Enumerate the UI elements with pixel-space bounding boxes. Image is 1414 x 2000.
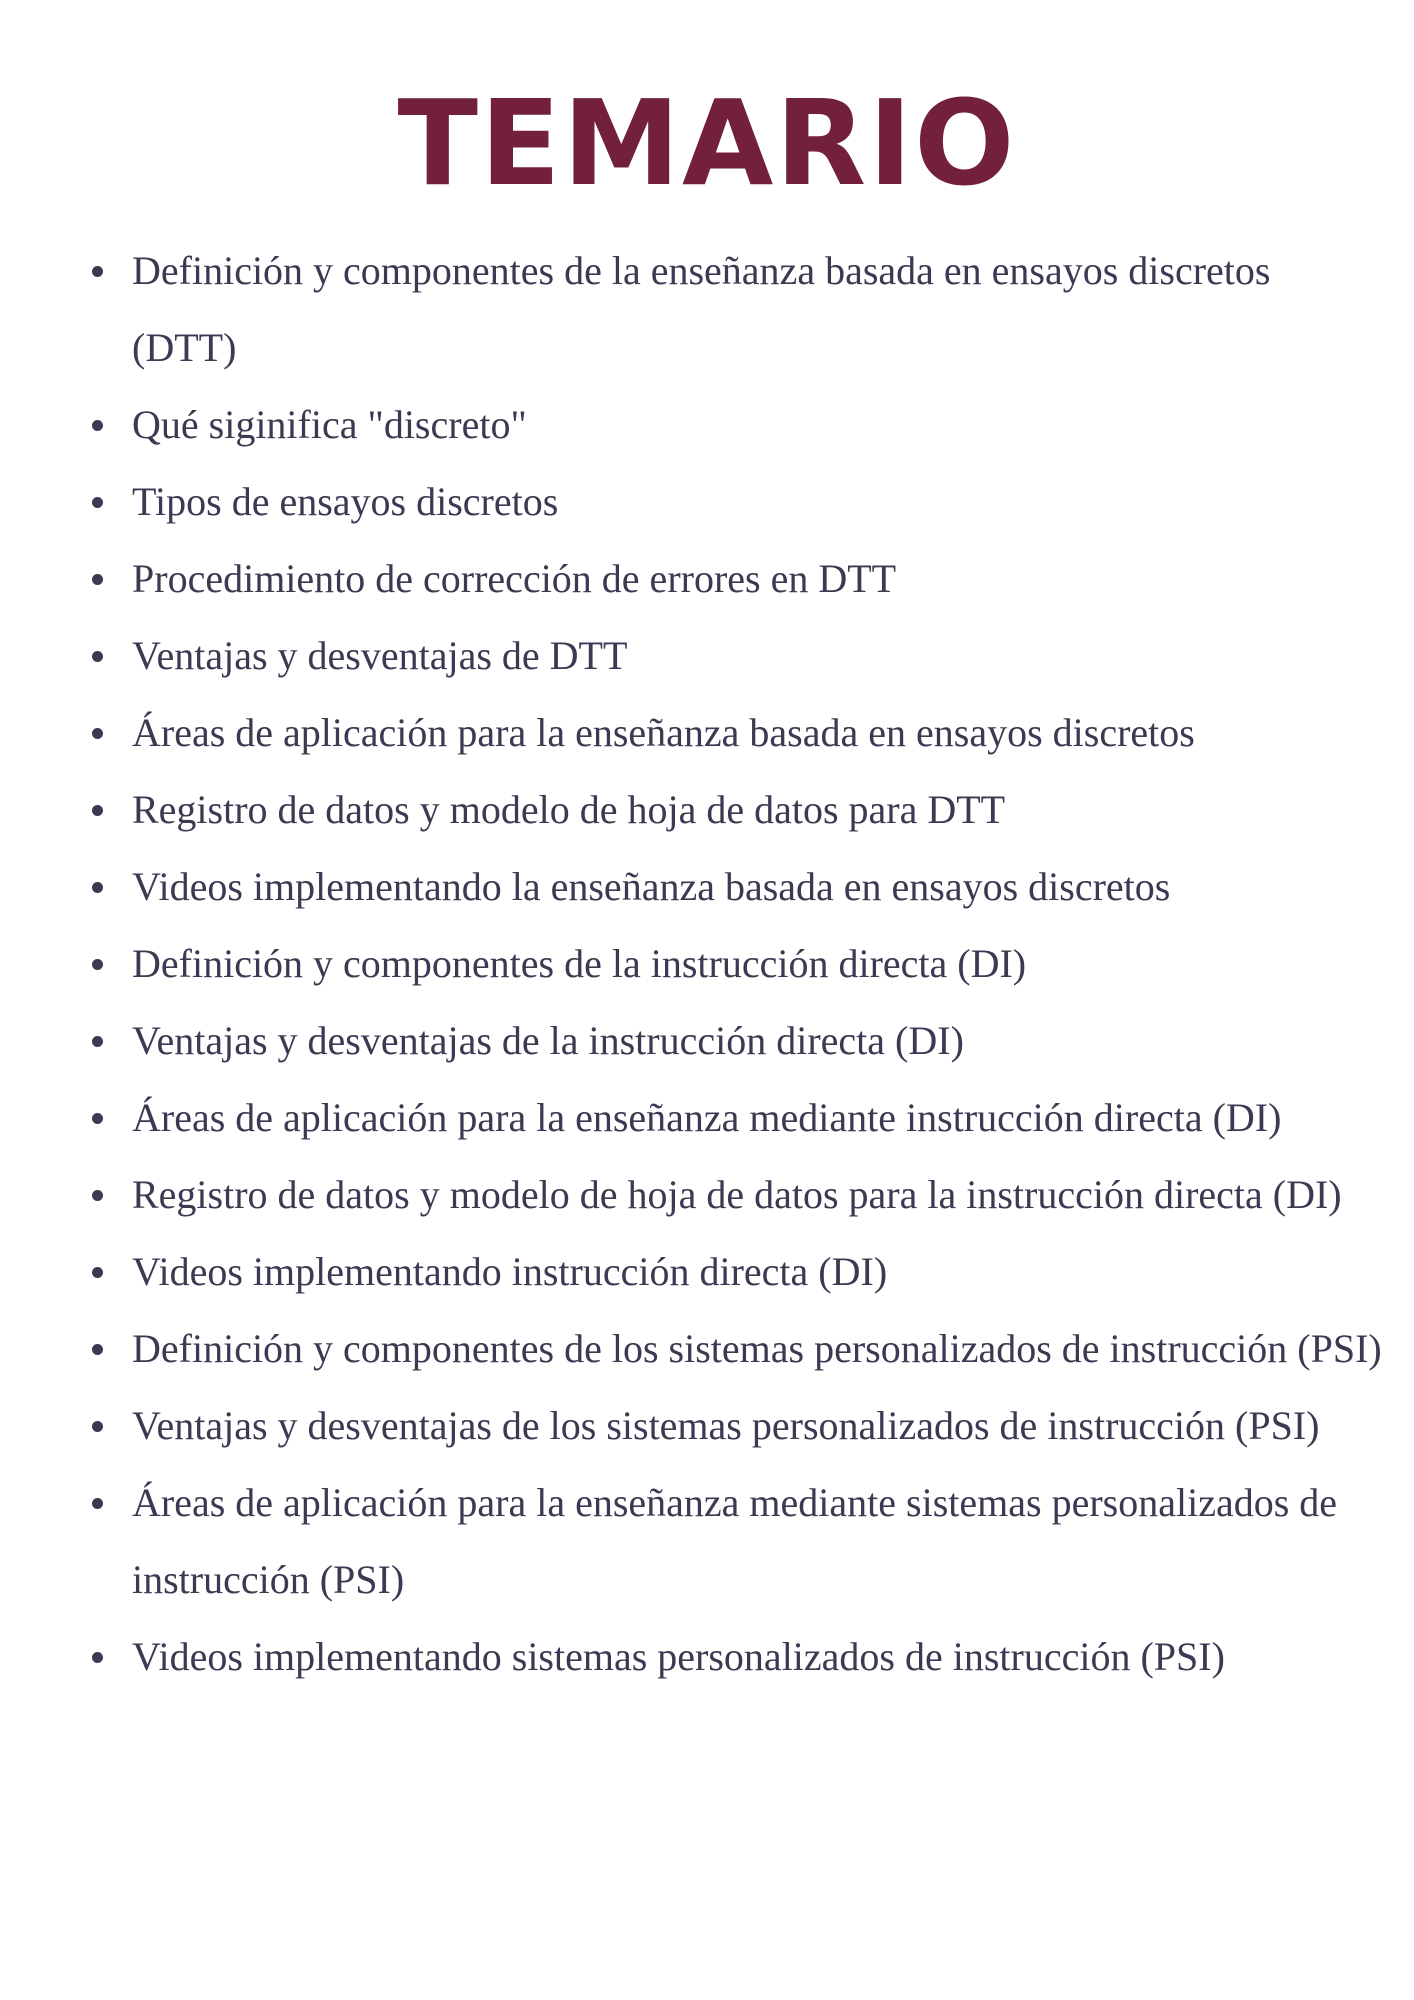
list-item	[92, 1464, 1382, 1618]
topic-text: Ventajas y desventajas de los sistemas personalizados de instrucción (PSI)	[132, 1403, 1320, 1448]
list-item	[92, 540, 1382, 617]
topic-text: Áreas de aplicación para la enseñanza mediante instrucción directa (DI)	[132, 1095, 1282, 1140]
list-item	[92, 1156, 1382, 1233]
bullet-icon	[92, 1036, 103, 1047]
list-item	[92, 1310, 1382, 1387]
list-item	[92, 1002, 1382, 1079]
bullet-icon	[92, 420, 103, 431]
topic-text: Ventajas y desventajas de la instrucción directa (DI)	[132, 1018, 964, 1063]
bullet-icon	[92, 728, 103, 739]
list-item	[92, 925, 1382, 1002]
list-item	[92, 1233, 1382, 1310]
bullet-icon	[92, 497, 103, 508]
topic-text: Definición y componentes de los sistemas personalizados de instrucción (PSI)	[132, 1326, 1382, 1371]
topic-text: Videos implementando sistemas personalizados de instrucción (PSI)	[132, 1634, 1225, 1679]
bullet-icon	[92, 1190, 103, 1201]
bullet-icon	[92, 651, 103, 662]
list-item	[92, 1079, 1382, 1156]
list-item	[92, 386, 1382, 463]
list-item	[92, 617, 1382, 694]
bullet-icon	[92, 805, 103, 816]
list-item	[92, 848, 1382, 925]
bullet-icon	[92, 1344, 103, 1355]
bullet-icon	[92, 882, 103, 893]
bullet-icon	[92, 1113, 103, 1124]
bullet-icon	[92, 959, 103, 970]
bullet-icon	[92, 266, 103, 277]
list-item	[92, 1387, 1382, 1464]
topic-text: Registro de datos y modelo de hoja de datos para DTT	[132, 787, 1006, 832]
list-item	[92, 463, 1382, 540]
topic-text: Áreas de aplicación para la enseñanza basada en ensayos discretos	[132, 710, 1195, 755]
bullet-icon	[92, 1421, 103, 1432]
topic-list	[92, 232, 1382, 1695]
bullet-icon	[92, 1652, 103, 1663]
topic-text: Ventajas y desventajas de DTT	[132, 633, 628, 678]
bullet-icon	[92, 1498, 103, 1509]
topic-text: Videos implementando instrucción directa (DI)	[132, 1249, 888, 1294]
bullet-icon	[92, 1267, 103, 1278]
topic-text: Definición y componentes de la enseñanza basada en ensayos discretos (DTT)	[132, 248, 1271, 370]
topic-text: Tipos de ensayos discretos	[132, 479, 559, 524]
topic-text: Procedimiento de corrección de errores en DTT	[132, 556, 897, 601]
topic-text: Videos implementando la enseñanza basada en ensayos discretos	[132, 864, 1171, 909]
list-item	[92, 694, 1382, 771]
bullet-icon	[92, 574, 103, 585]
topic-text: Registro de datos y modelo de hoja de datos para la instrucción directa (DI)	[132, 1172, 1342, 1217]
topic-text: Áreas de aplicación para la enseñanza mediante sistemas personalizados de instrucción (PSI)	[132, 1480, 1338, 1602]
list-item	[92, 1618, 1382, 1695]
list-item	[92, 232, 1382, 386]
list-item	[92, 771, 1382, 848]
topic-text: Definición y componentes de la instrucción directa (DI)	[132, 941, 1027, 986]
topic-text: Qué siginifica "discreto"	[132, 402, 527, 447]
page-title: TEMARIO	[397, 74, 1017, 212]
